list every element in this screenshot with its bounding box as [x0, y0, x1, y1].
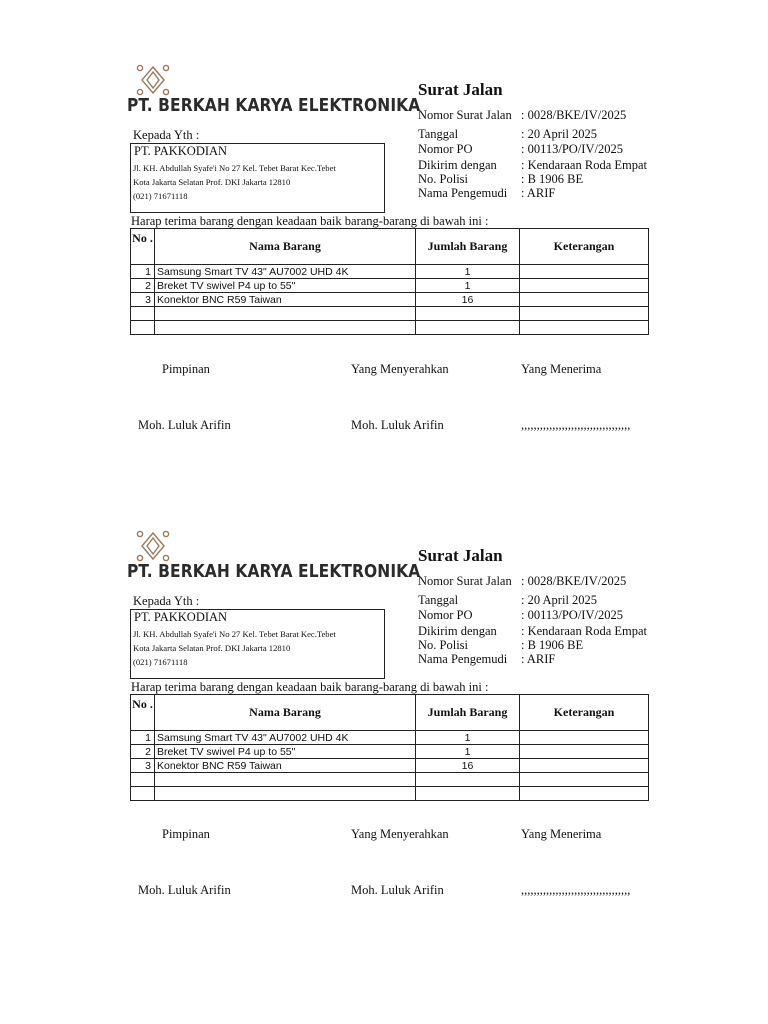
row-note: [520, 773, 649, 787]
row-qty: 1: [416, 265, 520, 279]
nomor-surat-label: Nomor Surat Jalan: [418, 574, 512, 588]
row-no: 1: [131, 731, 155, 745]
table-row: [131, 265, 649, 279]
signature-name-menerima: ,,,,,,,,,,,,,,,,,,,,,,,,,,,,,,,,,,,: [521, 418, 631, 432]
no-polisi-value: : B 1906 BE: [521, 172, 584, 186]
row-item-name: Samsung Smart TV 43" AU7002 UHD 4K: [155, 265, 416, 279]
signature-name-pimpinan: Moh. Luluk Arifin: [138, 883, 231, 897]
table-row: [131, 745, 649, 759]
no-polisi-label: No. Polisi: [418, 172, 469, 186]
signature-name-menyerahkan: Moh. Luluk Arifin: [351, 883, 444, 897]
signature-role-menyerahkan: Yang Menyerahkan: [351, 362, 449, 376]
table-row: [131, 321, 649, 335]
row-note: [520, 279, 649, 293]
header-jumlah-barang: Jumlah Barang: [416, 229, 520, 265]
diamond-ornament-icon: [131, 529, 175, 563]
nama-pengemudi-label: Nama Pengemudi: [418, 186, 508, 200]
surat-jalan-copy-2: [0, 466, 768, 926]
no-polisi-label: No. Polisi: [418, 638, 469, 652]
row-note: [520, 321, 649, 335]
recipient-address-line: Jl. KH. Abdullah Syafe'i No 27 Kel. Tebet Barat Kec.Tebet: [133, 163, 336, 173]
header-nama-barang: Nama Barang: [155, 695, 416, 731]
no-polisi-value: : B 1906 BE: [521, 638, 584, 652]
nomor-surat-value: : 0028/BKE/IV/2025: [521, 108, 627, 122]
row-qty: [416, 773, 520, 787]
table-row: [131, 307, 649, 321]
row-note: [520, 787, 649, 801]
header-jumlah-barang: Jumlah Barang: [416, 695, 520, 731]
recipient-label: Kepada Yth :: [133, 128, 200, 142]
tanggal-value: : 20 April 2025: [521, 593, 598, 607]
nomor-po-value: : 00113/PO/IV/2025: [521, 142, 623, 156]
recipient-address-line: Kota Jakarta Selatan Prof. DKI Jakarta 12810: [133, 177, 291, 187]
items-table: [130, 228, 649, 335]
row-no: 2: [131, 279, 155, 293]
nomor-po-label: Nomor PO: [418, 142, 473, 156]
nama-pengemudi-label: Nama Pengemudi: [418, 652, 508, 666]
intro-text: Harap terima barang dengan keadaan baik barang-barang di bawah ini :: [131, 680, 489, 694]
row-qty: 16: [416, 293, 520, 307]
recipient-phone: (021) 71671118: [133, 191, 188, 201]
recipient-name: PT. PAKKODIAN: [134, 610, 228, 624]
row-qty: [416, 321, 520, 335]
row-qty: 1: [416, 731, 520, 745]
row-item-name: Konektor BNC R59 Taiwan: [155, 293, 416, 307]
row-note: [520, 731, 649, 745]
signature-role-menyerahkan: Yang Menyerahkan: [351, 827, 449, 841]
row-item-name: [155, 787, 416, 801]
row-no: 3: [131, 759, 155, 773]
recipient-box: [130, 143, 385, 213]
row-item-name: [155, 321, 416, 335]
signature-name-menerima: ,,,,,,,,,,,,,,,,,,,,,,,,,,,,,,,,,,,: [521, 883, 631, 897]
recipient-address-line: Jl. KH. Abdullah Syafe'i No 27 Kel. Tebet Barat Kec.Tebet: [133, 629, 336, 639]
tanggal-value: : 20 April 2025: [521, 127, 598, 141]
items-table: [130, 694, 649, 801]
row-qty: 1: [416, 279, 520, 293]
signature-name-pimpinan: Moh. Luluk Arifin: [138, 418, 231, 432]
row-item-name: Samsung Smart TV 43" AU7002 UHD 4K: [155, 731, 416, 745]
table-row: [131, 787, 649, 801]
dikirim-dengan-label: Dikirim dengan: [418, 158, 497, 172]
intro-text: Harap terima barang dengan keadaan baik barang-barang di bawah ini :: [131, 214, 489, 228]
dikirim-dengan-value: : Kendaraan Roda Empat: [521, 158, 647, 172]
row-no: [131, 773, 155, 787]
table-row: [131, 731, 649, 745]
document-title: Surat Jalan: [418, 80, 503, 99]
diamond-ornament-icon: [131, 63, 175, 97]
signature-role-pimpinan: Pimpinan: [162, 362, 210, 376]
row-no: [131, 307, 155, 321]
table-row: [131, 759, 649, 773]
header-keterangan: Keterangan: [520, 229, 649, 265]
row-no: [131, 321, 155, 335]
table-row: [131, 773, 649, 787]
table-row: [131, 293, 649, 307]
row-no: [131, 787, 155, 801]
recipient-address-line: Kota Jakarta Selatan Prof. DKI Jakarta 12810: [133, 643, 291, 653]
row-qty: 1: [416, 745, 520, 759]
dikirim-dengan-label: Dikirim dengan: [418, 624, 497, 638]
row-note: [520, 759, 649, 773]
row-item-name: [155, 307, 416, 321]
document-title: Surat Jalan: [418, 546, 503, 565]
company-name: PT. BERKAH KARYA ELEKTRONIKA: [127, 561, 421, 582]
header-no: No .: [131, 229, 155, 265]
company-name: PT. BERKAH KARYA ELEKTRONIKA: [127, 95, 421, 116]
row-item-name: Konektor BNC R59 Taiwan: [155, 759, 416, 773]
nama-pengemudi-value: : ARIF: [521, 186, 556, 200]
recipient-name: PT. PAKKODIAN: [134, 144, 228, 158]
recipient-box: [130, 609, 385, 679]
header-keterangan: Keterangan: [520, 695, 649, 731]
signature-role-menerima: Yang Menerima: [521, 827, 602, 841]
row-note: [520, 745, 649, 759]
table-header-row: [131, 229, 649, 265]
nomor-po-value: : 00113/PO/IV/2025: [521, 608, 623, 622]
header-no: No .: [131, 695, 155, 731]
surat-jalan-copy-1: [0, 0, 768, 460]
signature-role-menerima: Yang Menerima: [521, 362, 602, 376]
nama-pengemudi-value: : ARIF: [521, 652, 556, 666]
signature-role-pimpinan: Pimpinan: [162, 827, 210, 841]
row-item-name: Breket TV swivel P4 up to 55": [155, 279, 416, 293]
recipient-phone: (021) 71671118: [133, 657, 188, 667]
nomor-po-label: Nomor PO: [418, 608, 473, 622]
row-item-name: [155, 773, 416, 787]
table-header-row: [131, 695, 649, 731]
row-no: 3: [131, 293, 155, 307]
row-note: [520, 265, 649, 279]
row-note: [520, 307, 649, 321]
row-qty: [416, 307, 520, 321]
signature-name-menyerahkan: Moh. Luluk Arifin: [351, 418, 444, 432]
row-qty: [416, 787, 520, 801]
nomor-surat-value: : 0028/BKE/IV/2025: [521, 574, 627, 588]
row-qty: 16: [416, 759, 520, 773]
table-row: [131, 279, 649, 293]
row-no: 1: [131, 265, 155, 279]
tanggal-label: Tanggal: [418, 127, 459, 141]
dikirim-dengan-value: : Kendaraan Roda Empat: [521, 624, 647, 638]
tanggal-label: Tanggal: [418, 593, 459, 607]
nomor-surat-label: Nomor Surat Jalan: [418, 108, 512, 122]
row-no: 2: [131, 745, 155, 759]
row-item-name: Breket TV swivel P4 up to 55": [155, 745, 416, 759]
row-note: [520, 293, 649, 307]
header-nama-barang: Nama Barang: [155, 229, 416, 265]
recipient-label: Kepada Yth :: [133, 594, 200, 608]
